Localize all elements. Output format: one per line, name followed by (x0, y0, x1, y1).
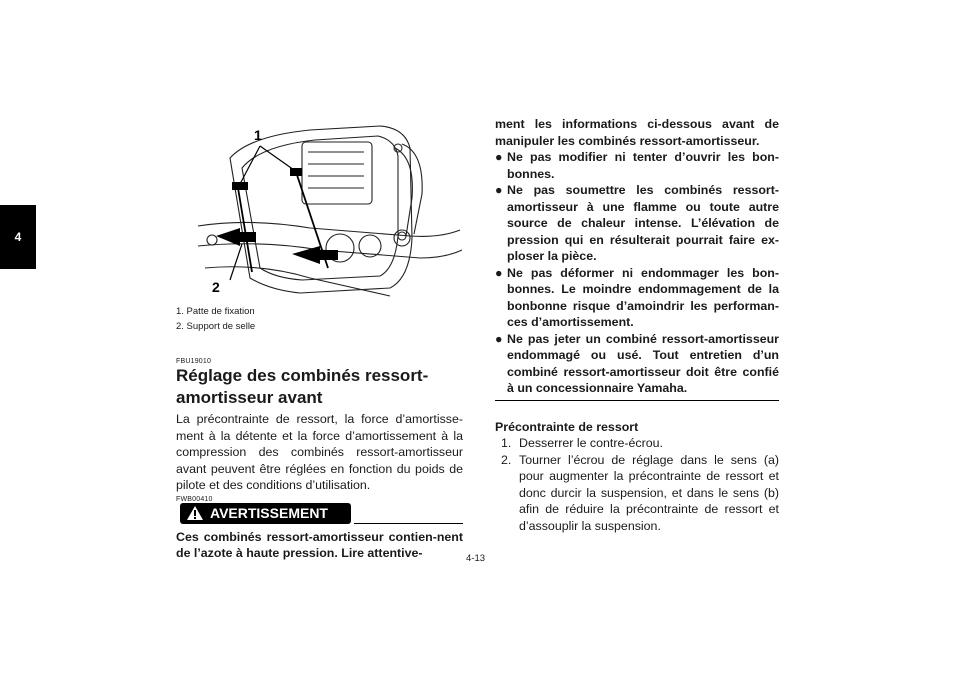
section-title-line2: amortisseur avant (176, 388, 323, 407)
chapter-tab-label: 4 (14, 230, 22, 244)
warning-code: FWB00410 (176, 495, 213, 503)
page-number: 4-13 (466, 553, 486, 564)
seat-drawing (190, 118, 466, 303)
warning-bullets (495, 149, 779, 397)
warning-rule (354, 523, 463, 524)
bullet-icon: ● (495, 331, 503, 346)
callout-1: 1 (254, 127, 262, 143)
warning-badge (180, 503, 351, 524)
section-intro: La précontrainte de ressort, la force d’amortisse-ment à la détente et la force d’amortissement à la compression des combinés ressort-amortisseur avant peuvent être réglées en fonction du poids de pilote et des conditions d’utilisation. (176, 412, 463, 492)
callout-2: 2 (212, 279, 220, 295)
warning-bullet: ● Ne pas soumettre les combinés ressort-amortisseur à une flamme ou toute autre source de chaleur intense. L’élévation de pression qui en résulterait pourrait faire ex-ploser la pièce. (495, 183, 779, 263)
warning-header (176, 503, 463, 525)
warning-bullet: ● Ne pas déformer ni endommager les bon-bonnes. Le moindre endommagement de la bonbonne risque d’amoindrir les performan-ces d’amortissement. (495, 265, 779, 329)
seat-illustration (190, 118, 466, 303)
warning-bullet: ● Ne pas modifier ni tenter d’ouvrir les bon-bonnes. (495, 150, 779, 181)
caption-item: 1. Patte de fixation (176, 306, 255, 317)
figure-captions (176, 304, 463, 334)
warning-bullet: ● Ne pas jeter un combiné ressort-amortisseur endommagé ou usé. Tout entretien d’un combiné ressort-amortisseur doit être confié à un concessionnaire Yamaha. (495, 331, 779, 395)
chapter-tab (0, 205, 36, 269)
section-code: FBU19010 (176, 358, 212, 365)
warning-lead: Ces combinés ressort-amortisseur contien-nent de l’azote à haute pression. Lire attentive- (176, 529, 463, 560)
warning-triangle-icon (186, 505, 204, 521)
section-title (176, 365, 463, 409)
procedure-step: 2. Tourner l’écrou de réglage dans le sens (a) pour augmenter la précontrainte de ressort et donc durcir la suspension, et dans le sens (b) afin de réduire la précontrainte de ressort et d’assouplir la suspension. (501, 452, 779, 533)
bullet-icon: ● (495, 150, 503, 164)
warning-end-rule (495, 400, 779, 401)
bullet-icon: ● (495, 183, 503, 197)
warning-label: AVERTISSEMENT (210, 505, 328, 521)
section-title-line1: Réglage des combinés ressort- (176, 366, 429, 385)
caption-item: 2. Support de selle (176, 321, 256, 332)
procedure-title: Précontrainte de ressort (495, 419, 639, 434)
right-column (495, 116, 779, 534)
procedure-steps (495, 435, 779, 534)
bullet-icon: ● (495, 265, 503, 280)
procedure-step: 1. Desserrer le contre-écrou. (501, 436, 663, 450)
warning-continuation: ment les informations ci-dessous avant de manipuler les combinés ressort-amortisseur. (495, 117, 779, 148)
left-column (176, 304, 463, 562)
